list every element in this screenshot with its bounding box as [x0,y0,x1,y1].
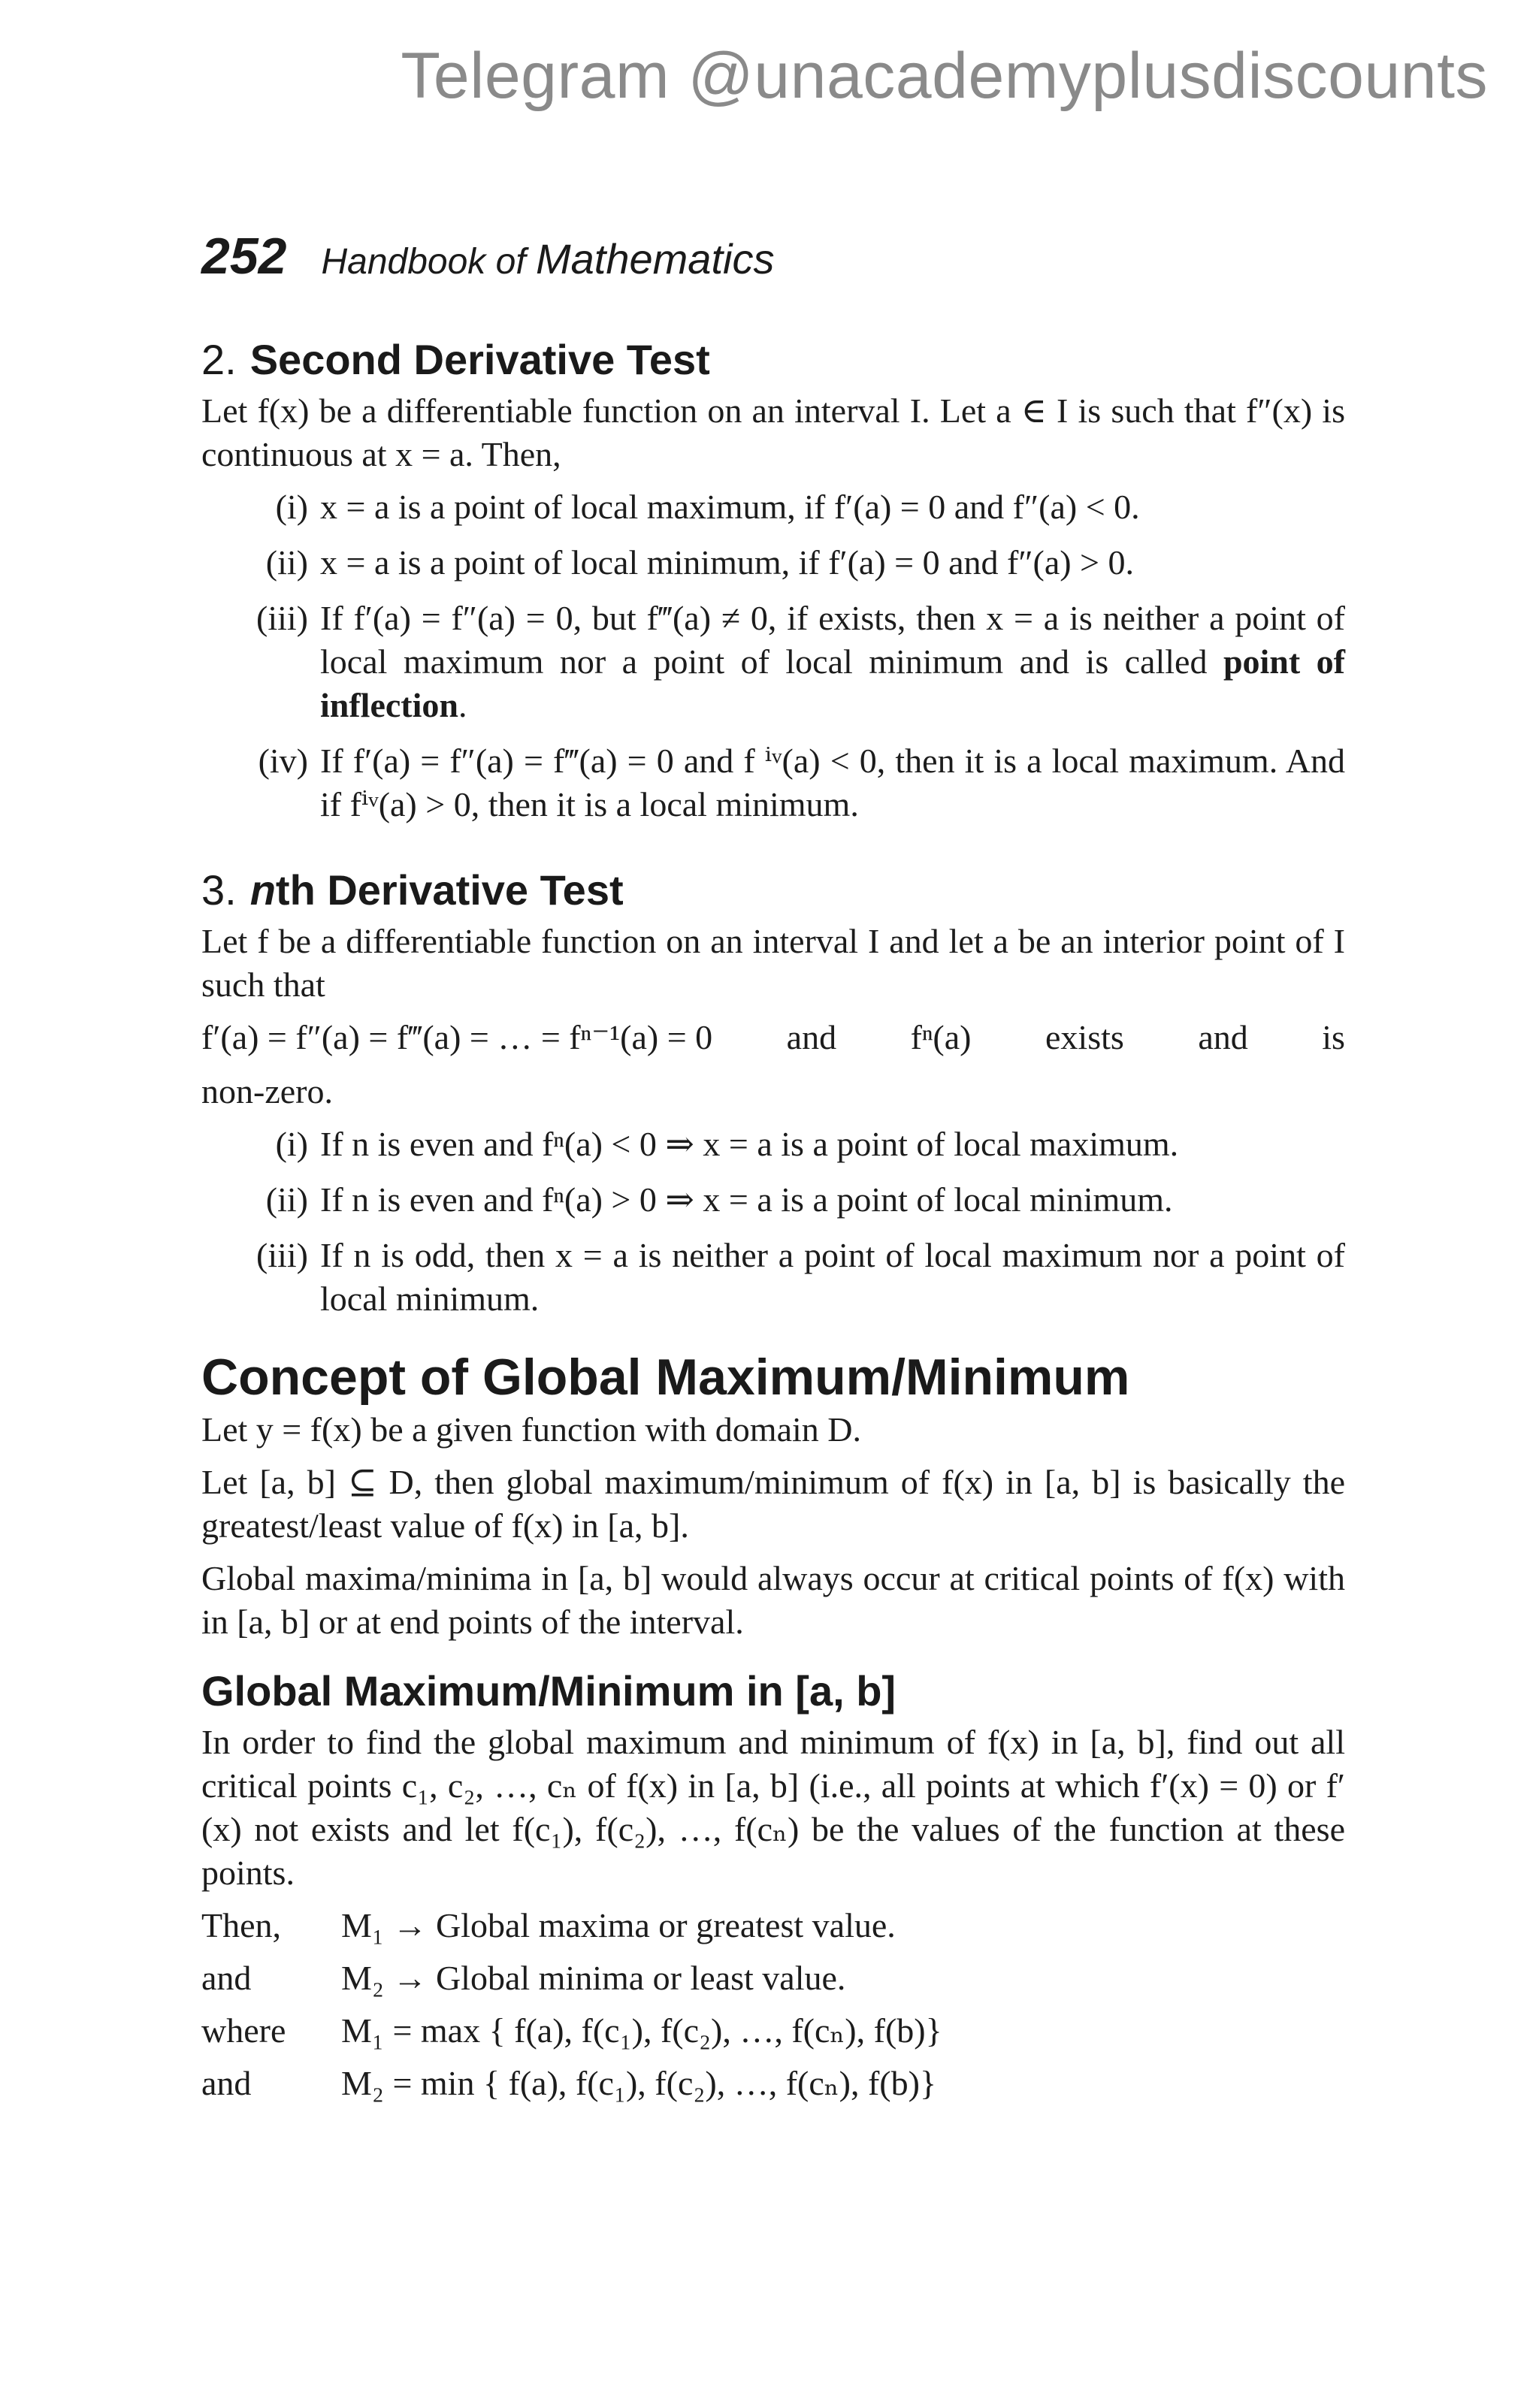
section-title: th Derivative Test [275,866,624,914]
row-expression: M₂ = min { f(a), f(c₁), f(c₂), …, f(cₙ), f(b)} [341,2064,937,2102]
page-number: 252 [201,228,287,285]
list-label: (iii) [256,1236,308,1274]
condition-word: is [1322,1018,1345,1056]
section-heading-second-derivative [201,338,1345,382]
list-label: (iii) [256,599,308,637]
section-number: 3. [201,866,237,914]
list-text-part: . [458,686,467,724]
book-title-prefix: Handbook of [321,242,526,282]
book-title [321,234,774,283]
list-text: x = a is a point of local maximum, if f′(a) = 0 and f″(a) < 0. [320,488,1140,526]
list-label: (i) [275,488,308,526]
row-expression: M₂ → Global minima or least value. [341,1959,846,1997]
condition-word: exists [1045,1018,1124,1056]
list-label: (iv) [258,742,308,780]
list-text: If n is even and fⁿ(a) > 0 ⇒ x = a is a point of local minimum. [320,1180,1173,1219]
list-item [201,597,1345,727]
list-item [201,1122,1345,1166]
row-expression: M₁ → Global maxima or greatest value. [341,1906,896,1944]
paragraph: In order to find the global maximum and minimum of f(x) in [a, b], find out all critical points c₁, c₂, …, cₙ of f(x) in [a, b] (i.e., all points at which f′(x) = 0) or f′(x) not exists and let f(c₁), f(c₂), …, f(cₙ) be the values of the function at these points. [201,1723,1345,1892]
list-item [201,739,1345,826]
result-row [201,2062,1345,2105]
list-label: (i) [275,1125,308,1163]
page-content [201,338,1345,2114]
running-head [201,227,774,286]
condition-word: and [1198,1018,1248,1056]
condition-line [201,1016,1345,1059]
list-text: x = a is a point of local minimum, if f′(a) = 0 and f″(a) > 0. [320,543,1134,582]
paragraph: non-zero. [201,1072,333,1110]
paragraph: Let [a, b] ⊆ D, then global maximum/minimum of f(x) in [a, b] is basically the greatest/least value of f(x) in [a, b]. [201,1463,1345,1545]
paragraph: Let f(x) be a differentiable function on an interval I. Let a ∈ I is such that f″(x) is continuous at x = a. Then, [201,391,1345,473]
row-expression: M₁ = max { f(a), f(c₁), f(c₂), …, f(cₙ), f(b)} [341,2011,942,2050]
paragraph: Let f be a differentiable function on an interval I and let a be an interior point of I such that [201,922,1345,1004]
list-text: If n is odd, then x = a is neither a point of local maximum nor a point of local minimum. [320,1236,1345,1318]
row-word: Then, [201,1906,282,1944]
list-item [201,541,1345,585]
row-word: and [201,2064,252,2102]
heading-global-max-min: Concept of Global Maximum/Minimum [201,1349,1130,1406]
condition-expression: f′(a) = f″(a) = f‴(a) = … = fⁿ⁻¹(a) = 0 [201,1018,713,1056]
row-word: where [201,2011,286,2050]
list-text: If n is even and fⁿ(a) < 0 ⇒ x = a is a point of local maximum. [320,1125,1179,1163]
section-heading-nth-derivative [201,866,1345,914]
result-row [201,1904,1345,1947]
condition-word: and [786,1018,837,1056]
paragraph: Let y = f(x) be a given function with domain D. [201,1410,861,1449]
list-text: If f′(a) = f″(a) = f‴(a) = 0 and f ⁱᵛ(a) < 0, then it is a local maximum. And if fⁱᵛ(a) > 0, then it is a local minimum. [320,742,1345,823]
list-text [320,597,1345,727]
section-number: 2. [201,336,237,383]
row-word: and [201,1959,252,1997]
result-row [201,2009,1345,2053]
book-title-main: Mathematics [536,235,775,282]
watermark-text: Telegram @unacademyplusdiscounts [401,40,1488,112]
term-point-of-inflection: point of inflection [320,642,1345,724]
list-label: (ii) [265,543,308,582]
spacer [201,838,1345,869]
list-item [201,1234,1345,1321]
heading-global-max-min-interval: Global Maximum/Minimum in [a, b] [201,1667,896,1715]
list-item [201,1178,1345,1222]
list-text-part: If f′(a) = f″(a) = 0, but f‴(a) ≠ 0, if exists, then x = a is neither a point of local maximum nor a point of local minimum and is called [320,599,1345,681]
result-row [201,1956,1345,2000]
section-title: Second Derivative Test [249,336,710,383]
condition-fn: fⁿ(a) [910,1018,972,1056]
paragraph: Global maxima/minima in [a, b] would always occur at critical points of f(x) with in [a, b] or at end points of the interval. [201,1559,1345,1641]
list-item [201,485,1345,529]
list-label: (ii) [265,1180,308,1219]
section-title-n: n [249,866,276,914]
